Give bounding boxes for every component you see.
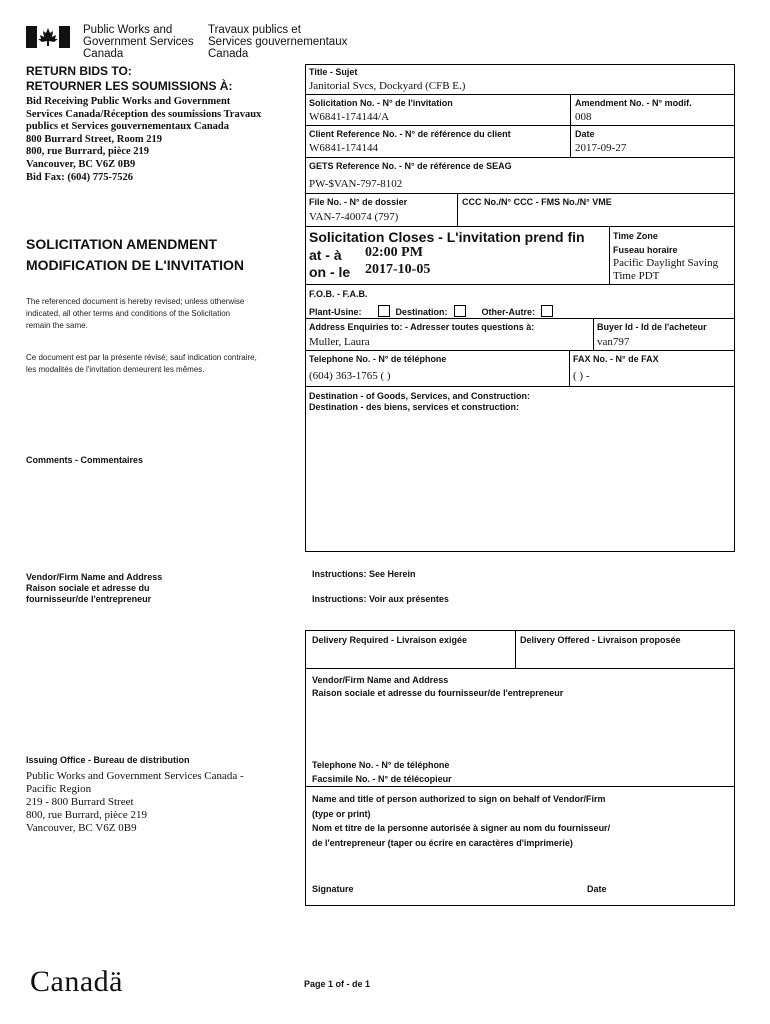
gets-ref-label: GETS Reference No. - N° de référence de SEAG: [309, 161, 512, 171]
issuing-office-address: Public Works and Government Services Canada - Pacific Region 219 - 800 Burrard Street 800, rue Burrard, pièce 219 Vancouver, BC V6Z 0B9: [26, 770, 244, 834]
destination-goods-label: Destination - of Goods, Services, and Construction: Destination - des biens, services et construction:: [309, 391, 531, 412]
closes-at-value: 02:00 PM: [365, 245, 423, 260]
fob-label: F.O.B. - F.A.B.: [309, 289, 368, 299]
vendor-firm-label-left: Vendor/Firm Name and Address Raison sociale et adresse du fournisseur/de l'entrepreneur: [26, 572, 163, 604]
closes-at-label: at - à: [309, 247, 342, 263]
canada-wordmark-logo: Canadä: [30, 965, 123, 998]
file-no-value: VAN-7-40074 (797): [309, 211, 399, 223]
solicitation-no-label: Solicitation No. - N° de l'invitation: [309, 98, 453, 108]
department-name-en: Public Works and Government Services Canada: [83, 24, 194, 60]
date-label: Date: [575, 129, 595, 139]
signature-label: Signature: [312, 884, 354, 894]
date-value: 2017-09-27: [575, 142, 627, 154]
client-ref-label: Client Reference No. - N° de référence du client: [309, 129, 511, 139]
vendor-fax-label: Facsimile No. - N° de télécopieur: [312, 774, 452, 784]
time-zone-value: Pacific Daylight Saving Time PDT: [613, 257, 719, 282]
destination-checkbox[interactable]: [454, 305, 466, 317]
client-ref-value: W6841-174144: [309, 142, 379, 154]
comments-label: Comments - Commentaires: [26, 455, 144, 465]
ccc-no-label: CCC No./N° CCC - FMS No./N° VME: [462, 197, 612, 207]
solicitation-closes-label: Solicitation Closes - L'invitation prend fin: [309, 229, 585, 245]
canada-flag-icon: [26, 26, 70, 48]
solicitation-no-value: W6841-174144/A: [309, 111, 390, 123]
instructions-fr: Instructions: Voir aux présentes: [312, 594, 449, 604]
amendment-no-value: 008: [575, 111, 592, 123]
amendment-note-en: The referenced document is hereby revised; unless otherwise indicated, all other terms and conditions of the Solicitation remain the same.: [26, 297, 245, 330]
issuing-office-label: Issuing Office - Bureau de distribution: [26, 755, 190, 765]
buyer-id-label: Buyer Id - Id de l'acheteur: [597, 322, 707, 332]
fax-value: ( ) -: [573, 370, 590, 382]
plant-label: Plant-Usine:: [309, 307, 362, 317]
fob-options: [309, 302, 559, 320]
other-label: Other-Autre:: [481, 307, 536, 317]
vendor-firm-label: Vendor/Firm Name and Address Raison sociale et adresse du fournisseur/de l'entrepreneur: [312, 675, 564, 698]
telephone-value: (604) 363-1765 ( ): [309, 370, 391, 382]
amendment-no-label: Amendment No. - N° modif.: [575, 98, 692, 108]
signature-date-label: Date: [587, 884, 607, 894]
delivery-offered-label: Delivery Offered - Livraison proposée: [520, 635, 681, 645]
buyer-id-value: van797: [597, 336, 630, 348]
return-bids-title-en: RETURN BIDS TO:: [26, 64, 132, 78]
return-bids-address: Bid Receiving Public Works and Government Services Canada/Réception des soumissions Travaux publics et Services gouvernementaux Canada 800 Burrard Street, Room 219 800, rue Burrard, pièce 219 Vancouver, BC V6Z 0B9 Bid Fax: (604) 775-7526: [26, 96, 262, 183]
title-label: Title - Sujet: [309, 67, 358, 77]
instructions-en: Instructions: See Herein: [312, 569, 416, 579]
authorized-person-label: Name and title of person authorized to sign on behalf of Vendor/Firm (type or print) Nom et titre de la personne autorisée à signer au nom du fournisseur/ de l'entrepreneur (taper ou écrire en caractères d'imprimerie): [312, 794, 611, 848]
other-checkbox[interactable]: [541, 305, 553, 317]
gets-ref-value: PW-$VAN-797-8102: [309, 178, 403, 190]
return-bids-title-fr: RETOURNER LES SOUMISSIONS À:: [26, 79, 233, 93]
time-zone-label: Time Zone Fuseau horaire: [613, 231, 678, 255]
plant-checkbox[interactable]: [378, 305, 390, 317]
telephone-label: Telephone No. - N° de téléphone: [309, 354, 447, 364]
page-number: Page 1 of - de 1: [304, 979, 371, 989]
amendment-title-fr: MODIFICATION DE L'INVITATION: [26, 257, 244, 273]
enquiries-value: Muller, Laura: [309, 336, 370, 348]
fax-label: FAX No. - N° de FAX: [573, 354, 659, 364]
closes-on-value: 2017-10-05: [365, 262, 431, 277]
amendment-note-fr: Ce document est par la présente révisé; sauf indication contraire, les modalités de l'invitation demeurent les mêmes.: [26, 353, 257, 374]
delivery-required-label: Delivery Required - Livraison exigée: [312, 635, 468, 645]
title-value: Janitorial Svcs, Dockyard (CFB E.): [309, 80, 466, 92]
closes-on-label: on - le: [309, 264, 351, 280]
file-no-label: File No. - N° de dossier: [309, 197, 408, 207]
vendor-telephone-label: Telephone No. - N° de téléphone: [312, 760, 450, 770]
enquiries-label: Address Enquiries to: - Adresser toutes questions à:: [309, 322, 535, 332]
amendment-title-en: SOLICITATION AMENDMENT: [26, 236, 218, 252]
destination-fob-label: Destination:: [395, 307, 448, 317]
department-name-fr: Travaux publics et Services gouvernementaux Canada: [208, 24, 348, 60]
